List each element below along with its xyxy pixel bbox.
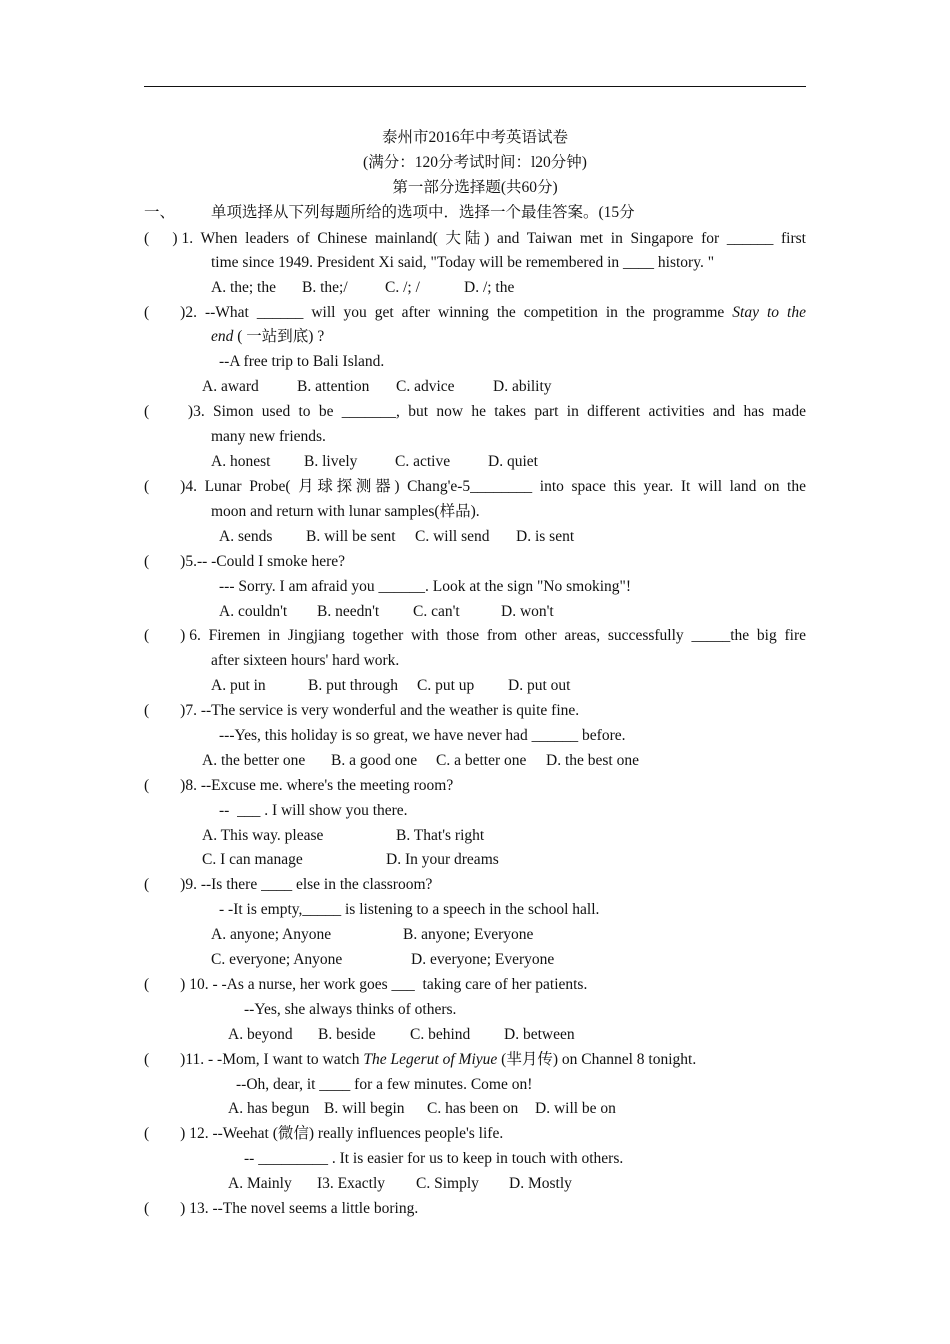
header-rule bbox=[144, 86, 806, 87]
option-d: D. put out bbox=[508, 677, 571, 694]
option-b: B. anyone; Everyone bbox=[403, 926, 534, 943]
question-text-cont: after sixteen hours' hard work. bbox=[211, 652, 400, 669]
answer-line: --A free trip to Bali Island. bbox=[219, 353, 385, 370]
option-d: D. /; the bbox=[464, 279, 515, 296]
question-8: ( )8. --Excuse me. where's the meeting room? bbox=[144, 777, 454, 794]
question-text-cont bbox=[211, 324, 324, 349]
option-c: C. a better one bbox=[436, 752, 527, 769]
options bbox=[228, 1022, 575, 1047]
option-d: D. ability bbox=[493, 378, 552, 395]
option-a: A. the; the bbox=[211, 279, 276, 296]
answer-line: - -It is empty,_____ is listening to a speech in the school hall. bbox=[219, 901, 600, 918]
option-b: B. lively bbox=[304, 453, 358, 470]
question-text-cont: many new friends. bbox=[211, 428, 326, 445]
question-12: ( ) 12. --Weehat (微信) really influences people's life. bbox=[144, 1125, 504, 1142]
question-text-cont: time since 1949. President Xi said, "Today will be remembered in ____ history. " bbox=[211, 254, 715, 271]
option-b: B. needn't bbox=[317, 603, 380, 620]
question-text: 1. When leaders of Chinese mainland( 大陆) and Taiwan met in Singapore for ______ first bbox=[181, 230, 806, 247]
option-a: A. sends bbox=[219, 528, 273, 545]
option-a: A. anyone; Anyone bbox=[211, 926, 332, 943]
option-c: C. has been on bbox=[427, 1100, 519, 1117]
option-b: B. will be sent bbox=[306, 528, 396, 545]
question-text-part: ( 一站到底) ? bbox=[233, 328, 325, 345]
option-a: A. put in bbox=[211, 677, 266, 694]
option-d: D. Mostly bbox=[509, 1175, 572, 1192]
question-5: ( )5.-- -Could I smoke here? bbox=[144, 553, 346, 570]
option-a: A. This way. please bbox=[202, 827, 324, 844]
option-a: A. couldn't bbox=[219, 603, 288, 620]
question-text bbox=[185, 300, 806, 325]
option-c: C. /; / bbox=[385, 279, 420, 296]
option-b: I3. Exactly bbox=[317, 1175, 386, 1192]
option-a: A. honest bbox=[211, 453, 271, 470]
programme-title-cont: end bbox=[211, 328, 234, 345]
answer-line: --Yes, she always thinks of others. bbox=[244, 1001, 457, 1018]
option-a: A. Mainly bbox=[228, 1175, 292, 1192]
option-b: B. put through bbox=[308, 677, 398, 694]
part-title: 第一部分选择题(共60分) bbox=[392, 179, 558, 196]
show-title: The Legerut of Miyue bbox=[363, 1051, 498, 1068]
options bbox=[211, 449, 538, 474]
question-7: ( )7. --The service is very wonderful and the weather is quite fine. bbox=[144, 702, 580, 719]
question-2 bbox=[144, 300, 806, 325]
answer-line: -- ___ . I will show you there. bbox=[219, 802, 408, 819]
answer-blank: ( ) bbox=[144, 627, 190, 644]
answer-blank: ( ) bbox=[144, 478, 186, 495]
option-b: B. the;/ bbox=[302, 279, 348, 296]
option-c: C. put up bbox=[417, 677, 475, 694]
option-d: D. is sent bbox=[516, 528, 575, 545]
section-instruction: 单项选择从下列每题所给的选项中．选择一个最佳答案。(15分 bbox=[211, 204, 635, 221]
options bbox=[211, 275, 514, 300]
answer-blank: ( ) bbox=[144, 403, 194, 420]
answer-line: --- Sorry. I am afraid you ______. Look at the sign "No smoking"! bbox=[219, 578, 631, 595]
question-text: 4. Lunar Probe( 月球探测器) Chang'e-5________ into space this year. It will land on the bbox=[185, 478, 806, 495]
option-c: C. advice bbox=[396, 378, 455, 395]
question-4 bbox=[144, 474, 806, 499]
answer-blank: ( ) bbox=[144, 304, 186, 321]
option-a: A. has begun bbox=[228, 1100, 310, 1117]
option-d: D. between bbox=[504, 1026, 575, 1043]
question-text: 6. Firemen in Jingjiang together with those from other areas, successfully _____the big fire bbox=[189, 627, 806, 644]
options bbox=[202, 748, 639, 773]
options bbox=[219, 599, 554, 624]
option-a: A. award bbox=[202, 378, 259, 395]
option-b: B. beside bbox=[318, 1026, 376, 1043]
option-c: C. Simply bbox=[416, 1175, 479, 1192]
question-text: 3. Simon used to be _______, but now he takes part in different activities and has made bbox=[193, 403, 806, 420]
question-6 bbox=[144, 623, 806, 648]
option-a: A. beyond bbox=[228, 1026, 293, 1043]
options bbox=[228, 1096, 616, 1121]
option-c: C. behind bbox=[410, 1026, 471, 1043]
option-c: C. everyone; Anyone bbox=[211, 951, 343, 968]
question-text-part: ( )11. - -Mom, I want to watch bbox=[144, 1051, 364, 1068]
question-10: ( ) 10. - -As a nurse, her work goes ___ taking care of her patients. bbox=[144, 976, 588, 993]
options bbox=[211, 673, 570, 698]
option-b: B. will begin bbox=[324, 1100, 405, 1117]
option-d: D. won't bbox=[501, 603, 554, 620]
programme-title: Stay to the bbox=[732, 304, 806, 321]
answer-line: -- _________ . It is easier for us to keep in touch with others. bbox=[244, 1150, 624, 1167]
options bbox=[228, 1171, 572, 1196]
section-number: 一、 bbox=[144, 204, 176, 221]
options bbox=[202, 374, 552, 399]
question-1 bbox=[144, 226, 806, 251]
option-c: C. I can manage bbox=[202, 851, 303, 868]
question-11 bbox=[144, 1047, 696, 1072]
option-c: C. will send bbox=[415, 528, 490, 545]
option-d: D. will be on bbox=[535, 1100, 616, 1117]
answer-line: --Oh, dear, it ____ for a few minutes. Come on! bbox=[236, 1076, 533, 1093]
option-b: B. attention bbox=[297, 378, 370, 395]
question-text-part: (芈月传) on Channel 8 tonight. bbox=[497, 1051, 697, 1068]
answer-line: ---Yes, this holiday is so great, we have never had ______ before. bbox=[219, 727, 626, 744]
option-c: C. active bbox=[395, 453, 451, 470]
option-b: B. That's right bbox=[396, 827, 485, 844]
question-13: ( ) 13. --The novel seems a little boring. bbox=[144, 1200, 419, 1217]
option-c: C. can't bbox=[413, 603, 460, 620]
question-3 bbox=[144, 399, 806, 424]
option-b: B. a good one bbox=[331, 752, 418, 769]
answer-blank: ( ) bbox=[144, 230, 182, 247]
question-9: ( )9. --Is there ____ else in the classroom? bbox=[144, 876, 433, 893]
option-d: D. the best one bbox=[546, 752, 639, 769]
question-text-cont: moon and return with lunar samples(样品). bbox=[211, 503, 480, 520]
option-d: D. quiet bbox=[488, 453, 538, 470]
option-d: D. everyone; Everyone bbox=[411, 951, 555, 968]
option-d: D. In your dreams bbox=[386, 851, 499, 868]
exam-info: (满分：120分考试时间：l20分钟) bbox=[363, 154, 587, 171]
exam-title: 泰州市2016年中考英语试卷 bbox=[381, 129, 568, 146]
question-text-part: 2. --What ______ will you get after winning the competition in the programme bbox=[185, 304, 733, 321]
options bbox=[219, 524, 574, 549]
option-a: A. the better one bbox=[202, 752, 306, 769]
